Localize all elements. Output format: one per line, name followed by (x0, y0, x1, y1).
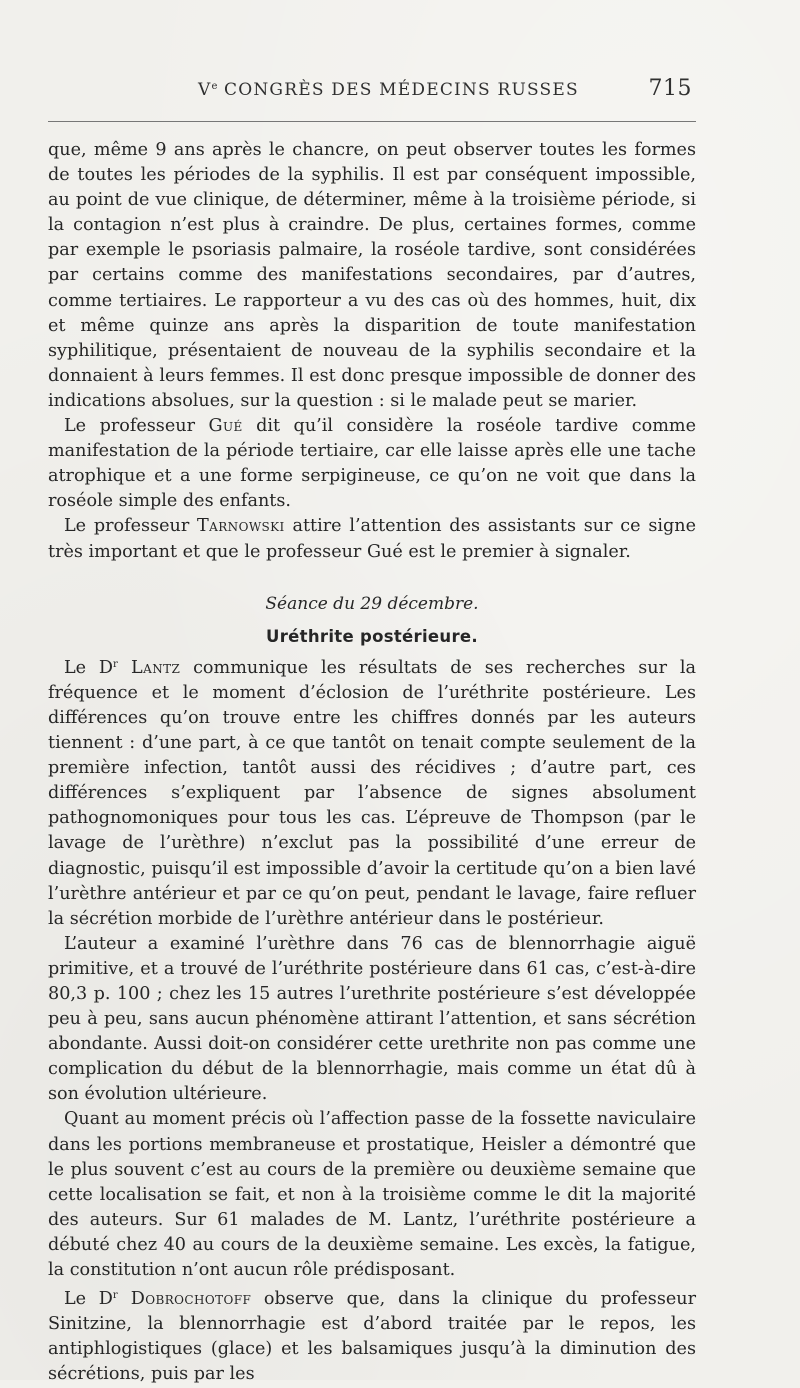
running-title (198, 80, 579, 100)
paragraph-dobrochotoff-text: observe que, dans la clinique du professeur Sinitzine, la blennorrhagie est d’abord traitée par le repos, les antiphlogistiques (glace) et les balsamiques jusqu’à la diminution des sécrétions, puis par les (48, 1289, 697, 1385)
paragraph-moment: Quant au moment précis où l’affection passe de la fossette naviculaire dans les portions membraneuse et prostatique, Heisler a démontré que le plus souvent c’est au cours de la première ou deuxième semaine que cette localisation se fait, et non à la troisième comme le dit la majorité des auteurs. Sur 61 malades de M. Lantz, l’uréthrite postérieure a débuté chez 40 au cours de la deuxième semaine. Les excès, la fatigue, la constitution n’ont aucun rôle prédisposant. (48, 1109, 696, 1281)
speaker-name-gue: Gué (208, 416, 243, 437)
section-title: Uréthrite postérieure. (266, 626, 478, 646)
paragraph-dobrochotoff-lead: Le D (64, 1289, 113, 1310)
paragraph-continuation: que, même 9 ans après le chancre, on peut observer toutes les formes de toutes les périodes de la syphilis. Il est par conséquent impossible, au point de vue clinique, de déterminer, même à la troisième période, si la contagion n’est plus à craindre. De plus, certaines formes, comme par exemple le psoriasis palmaire, la roséole tardive, sont considérées par certains comme des manifestations secondaires, par d’autres, comme tertiaires. Le rapporteur a vu des cas où des hommes, huit, dix et même quinze ans après la disparition de toute manifestation syphilitique, présentaient de nouveau de la syphilis secondaire et la donnaient à leurs femmes. Il est donc presque impossible de donner des indications absolues, sur la question : si le malade peut se marier. (48, 140, 696, 411)
paragraph-gue-text: dit qu’il considère la roséole tardive comme manifestation de la période tertiaire, car elle laisse après elle une tache atrophique et a une forme serpigineuse, ce qu’on ne voit que dans la roséole simple des enfants. (48, 416, 696, 512)
running-title-main: CONGRÈS DES MÉDECINS RUSSES (217, 80, 579, 100)
doctor-abbrev-sup-2: r (112, 1290, 118, 1302)
paragraph-tarnowski-text: attire l’attention des assistants sur ce signe très important et que le professeur Gué est le premier à signaler. (48, 516, 696, 562)
paragraph-tarnowski-lead: Le professeur (64, 516, 198, 537)
running-title-prefix: V (198, 80, 212, 100)
speaker-name-dobrochotoff: Dobrochotoff (117, 1289, 252, 1310)
text-block (48, 138, 696, 1388)
speaker-name-lantz: Lantz (117, 657, 181, 678)
paragraph-dobrochotoff (48, 1283, 696, 1387)
page-number: 715 (648, 76, 692, 101)
session-date-heading: Séance du 29 décembre. (265, 593, 479, 614)
paragraph-lantz-lead: Le D (64, 657, 114, 678)
paragraph-tarnowski (48, 514, 696, 564)
running-head (48, 78, 696, 106)
header-rule (48, 121, 696, 122)
paragraph-author-cases: L’auteur a examiné l’urèthre dans 76 cas de blennorrhagie aiguë primitive, et a trouvé de l’uréthrite postérieure dans 61 cas, c’est-à-dire 80,3 p. 100 ; chez les 15 autres l’urethrite postérieure s’est développée peu à peu, sans aucun phénomène attirant l’attention, et sans sécrétion abondante. Aussi doit-on considérer cette urethrite non pas comme une complication du début de la blennorrhagie, mais comme un état dû à son évolution ultérieure. (48, 933, 696, 1105)
paragraph-lantz-text: communique les résultats de ses recherches sur la fréquence et le moment d’éclosion de l’uréthrite postérieure. Les différences qu’on trouve entre les chiffres donnés par les auteurs tiennent : d’une part, à ce que tantôt on tenait compte seulement de la première infection, tantôt aussi des récidives ; d’autre part, ces différences s’expliquent par l’absence de signes absolument pathognomoniques pour tous les cas. L’épreuve de Thompson (par le lavage de l’urèthre) n’exclut pas la possibilité d’une erreur de diagnostic, puisqu’il est impossible d’avoir la certitude qu’on a bien lavé l’urèthre antérieur et par ce qu’on peut, pendant le lavage, faire refluer la sécrétion morbide de l’urèthre antérieur dans le postérieur. (48, 657, 696, 929)
paragraph-lantz (48, 652, 696, 932)
running-title-sup: e (211, 81, 218, 92)
paragraph-gue (48, 414, 696, 514)
doctor-abbrev-sup: r (113, 658, 118, 670)
paragraph-gue-lead: Le professeur (64, 416, 209, 437)
speaker-name-tarnowski: Tarnowski (197, 516, 285, 537)
